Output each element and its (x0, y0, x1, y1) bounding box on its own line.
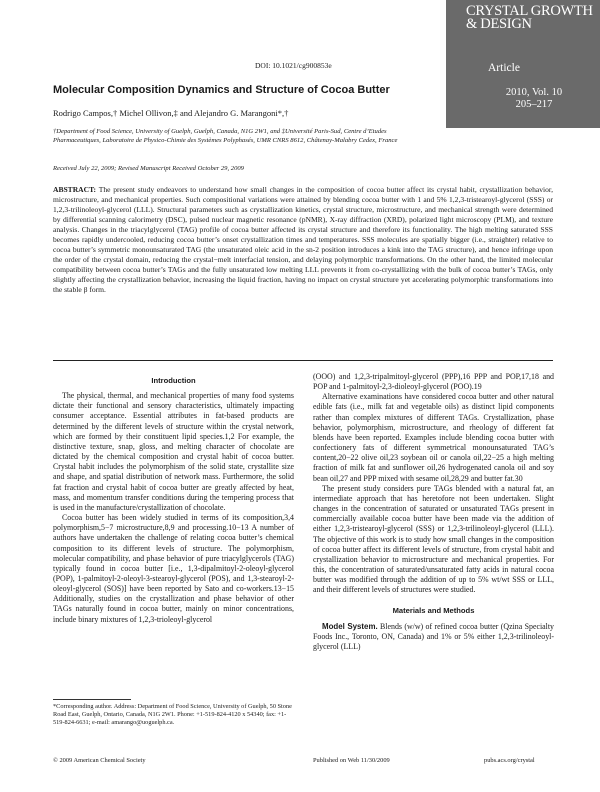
abstract (53, 185, 553, 295)
corresponding-author-footnote: *Corresponding author. Address: Department of Food Science, University of Guelph, 50 Stone Road East, Guelph, Ontario, Canada, N1G 2W1. Phone: +1-519-824-4120 x 54340; fax: +1-519-824-6631; e-mail: amarango@uoguelph.ca. (53, 703, 292, 727)
affiliations: †Department of Food Science, University of Guelph, Guelph, Canada, N1G 2W1, and ‡Université Paris-Sud, Centre d’Etudes Pharmaceutiques, Laboratoire de Physico-Chimie des Systèmes Polyphasés, UMR CNRS 8612, Châtenay-Malabry Cedex, France (53, 128, 398, 144)
right-paragraph-1: Alternative examinations have considered cocoa butter and other natural edible fats (i.e., milk fat and vegetable oils) as distinct lipid components rather than complex mixtures of different TAGs. Crystallization, phase behavior, polymorphism, microstructure, and rheology of different fat blends have been reported. Examples include blending cocoa butter with confectionery fats of different symmetrical monounsaturated TAG’s content,20−22 olive oil,23 soybean oil or canola oil,22−25 a high melting fraction of milk fat and sunflower oil,26 hydrogenated canola oil and soy bean oil,27 and PPP mixed with sesame oil,28,29 and butter fat.30 (313, 392, 554, 483)
received-dates: Received July 22, 2009; Revised Manuscript Received October 29, 2009 (53, 165, 244, 172)
author-list: Rodrigo Campos,† Michel Ollivon,‡ and Alejandro G. Marangoni*,† (53, 108, 289, 118)
right-paragraph-0: (OOO) and 1,2,3-tripalmitoyl-glycerol (PPP),16 PPP and POP,17,18 and POP and 1-palmitoyl-2,3-dioleoyl-glycerol (POO).19 (313, 372, 554, 392)
page-range: 205–217 (515, 99, 553, 110)
copyright-notice: © 2009 American Chemical Society (53, 757, 146, 764)
left-column (53, 376, 294, 625)
intro-paragraph-1: The physical, thermal, and mechanical properties of many food systems dictate their functional and sensory characteristics, ultimately impacting consumer acceptance. Essential attributes in fat-based products are determined by the different levels of structure within the crystal network, which are formed by their constituent lipid species.1,2 For example, the distinctive texture, snap, gloss, and melting character of chocolate are dictated by the chemical composition and crystal habit of cocoa butter. Crystal habit includes the polymorphism of the solid state, crystallite size and shape, and spatial distribution of network mass. Furthermore, the solid fat fraction and crystal habit of cocoa butter are greatly affected by heat, mass, and momentum transfer conditions during the tempering process that is used in the manufacture/crystallization of chocolate. (53, 391, 294, 512)
model-system-paragraph (313, 622, 554, 652)
model-system-text: Blends (w/w) of refined cocoa butter (Qzina Specialty Foods Inc., Toronto, ON, Canada) and 1% or 5% either 1,2,3-trilinoleoyl-glycerol (LLL) (313, 621, 554, 651)
methods-heading: Materials and Methods (392, 606, 475, 616)
volume-info (498, 87, 570, 111)
journal-name: CRYSTAL GROWTH & DESIGN (466, 3, 593, 32)
publication-date: Published on Web 11/30/2009 (313, 757, 390, 764)
abstract-divider (53, 360, 553, 361)
journal-url[interactable]: pubs.acs.org/crystal (484, 757, 535, 764)
abstract-text: The present study endeavors to understand how small changes in the composition of cocoa butter affect its crystal habit, crystallization behavior, microstructure, and mechanical properties. Such compositional variations were attained by blending cocoa butter with 1 and 5% 1,2,3-tristearoyl-glycerol (SSS) or 1,2,3-trilinoleoyl-glycerol (LLL). Structural parameters such as crystallization kinetics, crystal structure, microstructure, and mechanical strength were determined by differential scanning calorimetry (DSC), pulsed nuclear magnetic resonance (pNMR), X-ray diffraction (XRD), polarized light microscopy (PLM), and texture analysis. Changes in the triacylglycerol (TAG) profile of cocoa butter affected its crystal structure and therefore its functionality. The high melting saturated SSS becomes rapidly undercooled, reducing cocoa butter’s onset crystallization times and temperatures. SSS molecules are spatially bigger (i.e., straighter) relative to cocoa butter’s symmetric monounsaturated TAG (the unsaturated oleic acid in the sn-2 position introduces a kink into the TAG structure), and hence infringe upon the order of the crystal domain, reducing the crystal−melt interfacial tension, and delaying polymorphic transformations. On the other hand, the limited molecular compatibility between cocoa butter’s TAGs and the fully unsaturated low melting LLL prevents it from co-crystallizing with the bulk of cocoa butter’s TAGs, only slightly affecting the crystallization behavior, increasing the liquid fraction, having no impact on crystal structure yet accelerating polymorphic transformations into the stable β form. (53, 185, 553, 294)
footnote-divider (53, 699, 131, 700)
volume-year: 2010, Vol. 10 (505, 87, 563, 98)
doi-label[interactable]: DOI: 10.1021/cg900853e (255, 61, 332, 70)
article-title: Molecular Composition Dynamics and Structure of Cocoa Butter (53, 84, 390, 96)
intro-paragraph-2: Cocoa butter has been widely studied in terms of its composition,3,4 polymorphism,5−7 microstructure,8,9 and processing.10−13 A number of authors have undertaken the challenge of relating cocoa butter’s chemical composition to its different levels of structure. The polymorphism, molecular compatibility, and phase behavior of pure triacylglycerols (TAG) typically found in cocoa butter [i.e., 1,3-dipalmitoyl-2-oleoyl-glycerol (POP), 1-palmitoyl-2-oleoyl-3-stearoyl-glycerol (POS), and 1,3-stearoyl-2-oleoyl-glycerol (SOS)] have been reported by Sato and co-workers.13−15 Additionally, studies on the crystallization and phase behavior of other TAGs naturally found in cocoa butter, mainly on minor concentrations, include binary mixtures of 1,2,3-trioleoyl-glycerol (53, 513, 294, 624)
journal-logo (446, 0, 600, 128)
right-column (313, 372, 554, 652)
model-system-lead: Model System. (322, 621, 378, 631)
right-paragraph-2: The present study considers pure TAGs blended with a natural fat, an intermediate approach that has heretofore not been undertaken. Slight changes in the concentration of saturated or unsaturated TAGs present in commercially available cocoa butter have been made via the addition of either 1,2,3-tristearoyl-glycerol (SSS) or 1,2,3-trilinoleoyl-glycerol (LLL). The objective of this work is to study how small changes in the composition of cocoa butter affect its different levels of structure, from crystal habit and crystallization behavior to microstructure and mechanical properties. For this, the concentration of saturated/unsaturated fatty acids in natural cocoa butter was modified through the addition of up to 5% wt/wt SSS or LLL, and their different levels of structures were studied. (313, 483, 554, 595)
article-type: Article (488, 62, 520, 74)
intro-heading: Introduction (151, 376, 196, 385)
abstract-label: ABSTRACT: (53, 185, 97, 194)
